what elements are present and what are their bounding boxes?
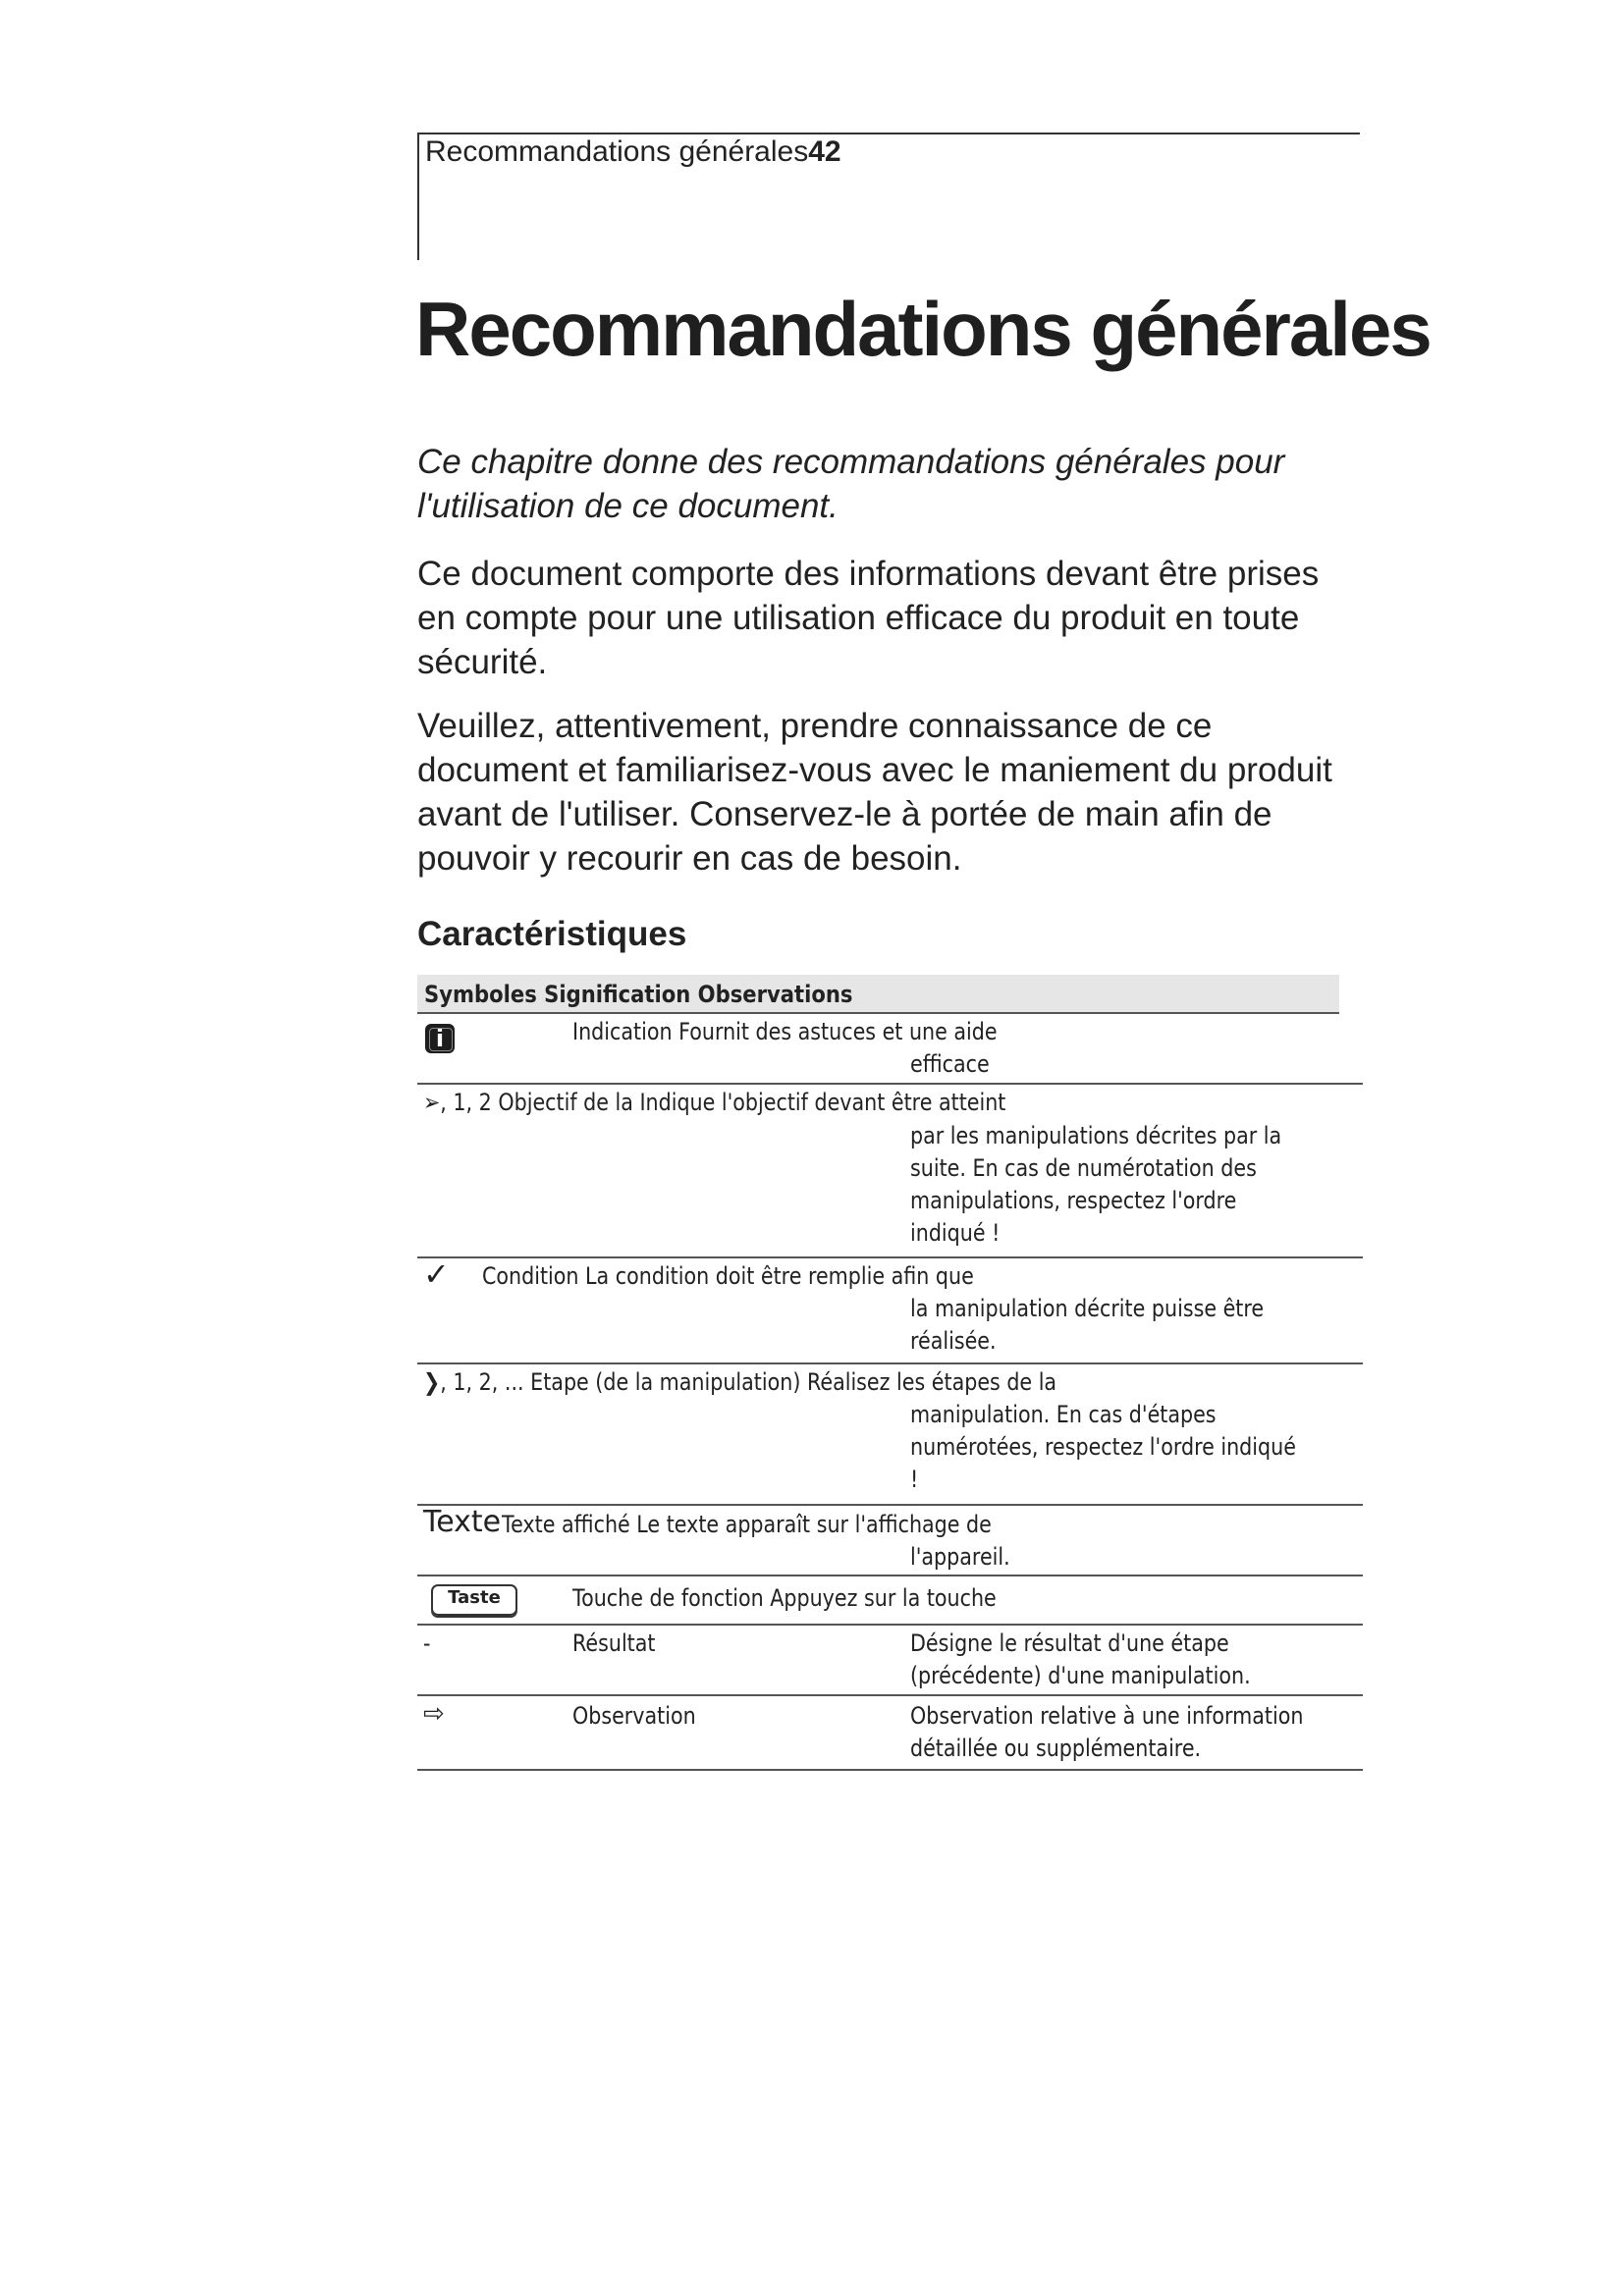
row-line: détaillée ou supplémentaire. bbox=[910, 1735, 1202, 1762]
row-line: ❯, 1, 2, ... Etape (de la manipulation) Réalisez les étapes de la bbox=[423, 1368, 1057, 1396]
checkmark-icon: ✓ bbox=[423, 1255, 450, 1293]
row-line: manipulation. En cas d'étapes bbox=[910, 1401, 1217, 1428]
table-row bbox=[417, 1506, 1363, 1576]
row-line: ! bbox=[910, 1466, 919, 1493]
row-line: Désigne le résultat d'une étape bbox=[910, 1629, 1229, 1657]
row-line: réalisée. bbox=[910, 1327, 997, 1355]
info-icon: i bbox=[425, 1024, 455, 1053]
row-line: numérotées, respectez l'ordre indiqué bbox=[910, 1433, 1296, 1461]
result-meaning: Résultat bbox=[572, 1629, 656, 1657]
row-line: Touche de fonction Appuyez sur la touche bbox=[572, 1584, 997, 1612]
header-section: Recommandations générales bbox=[425, 135, 809, 168]
row-line: Texte affiché Le texte apparaît sur l'affichage de bbox=[502, 1511, 992, 1538]
row-line: ➢, 1, 2 Objectif de la Indique l'objectif devant être atteint bbox=[423, 1089, 1006, 1116]
row-line: suite. En cas de numérotation des bbox=[910, 1154, 1257, 1182]
table-row bbox=[417, 1364, 1363, 1506]
row-line: Condition La condition doit être remplie afin que bbox=[482, 1262, 974, 1290]
table-row bbox=[417, 1696, 1363, 1771]
row-line: l'appareil. bbox=[910, 1543, 1010, 1571]
row-line: indiqué ! bbox=[910, 1219, 1001, 1247]
table-row bbox=[417, 1576, 1363, 1626]
body-paragraph-1: Ce document comporte des informations devant être prises en compte pour une utilisation efficace du produit en toute sécurité. bbox=[417, 555, 1320, 681]
observation-meaning: Observation bbox=[572, 1702, 696, 1730]
arrow-right-icon: ⇨ bbox=[423, 1699, 445, 1729]
row-line: par les manipulations décrites par la bbox=[910, 1122, 1282, 1149]
table-row bbox=[417, 1085, 1363, 1258]
header-side-rule bbox=[417, 133, 419, 260]
table-row bbox=[417, 1014, 1363, 1085]
row-line: Observation relative à une information bbox=[910, 1702, 1304, 1730]
row-line: (précédente) d'une manipulation. bbox=[910, 1662, 1251, 1689]
display-text-sample: Texte bbox=[423, 1505, 502, 1539]
section-heading: Caractéristiques bbox=[417, 915, 687, 953]
result-symbol: - bbox=[423, 1629, 431, 1657]
body-paragraph-2: Veuillez, attentivement, prendre connaissance de ce document et familiarisez-vous avec le maniement du produit avant de l'utiliser. Conservez-le à portée de main afin de pouvoir y recourir en cas de besoin. bbox=[417, 707, 1332, 878]
symbols-table bbox=[417, 975, 1363, 1771]
function-key-icon: Taste bbox=[431, 1584, 517, 1616]
running-header bbox=[425, 135, 841, 169]
row-line: la manipulation décrite puisse être bbox=[910, 1295, 1265, 1322]
row-line: manipulations, respectez l'ordre bbox=[910, 1187, 1237, 1214]
table-header: Symboles Signification Observations bbox=[417, 975, 1339, 1014]
row-line: Indication Fournit des astuces et une aide bbox=[572, 1018, 998, 1045]
intro-paragraph: Ce chapitre donne des recommandations générales pour l'utilisation de ce document. bbox=[417, 443, 1285, 525]
header-rule bbox=[417, 133, 1360, 134]
page-title: Recommandations générales bbox=[415, 286, 1431, 372]
table-row bbox=[417, 1255, 1363, 1364]
row-line: efficace bbox=[910, 1050, 990, 1078]
table-row bbox=[417, 1626, 1363, 1696]
page-number: 42 bbox=[808, 135, 841, 168]
